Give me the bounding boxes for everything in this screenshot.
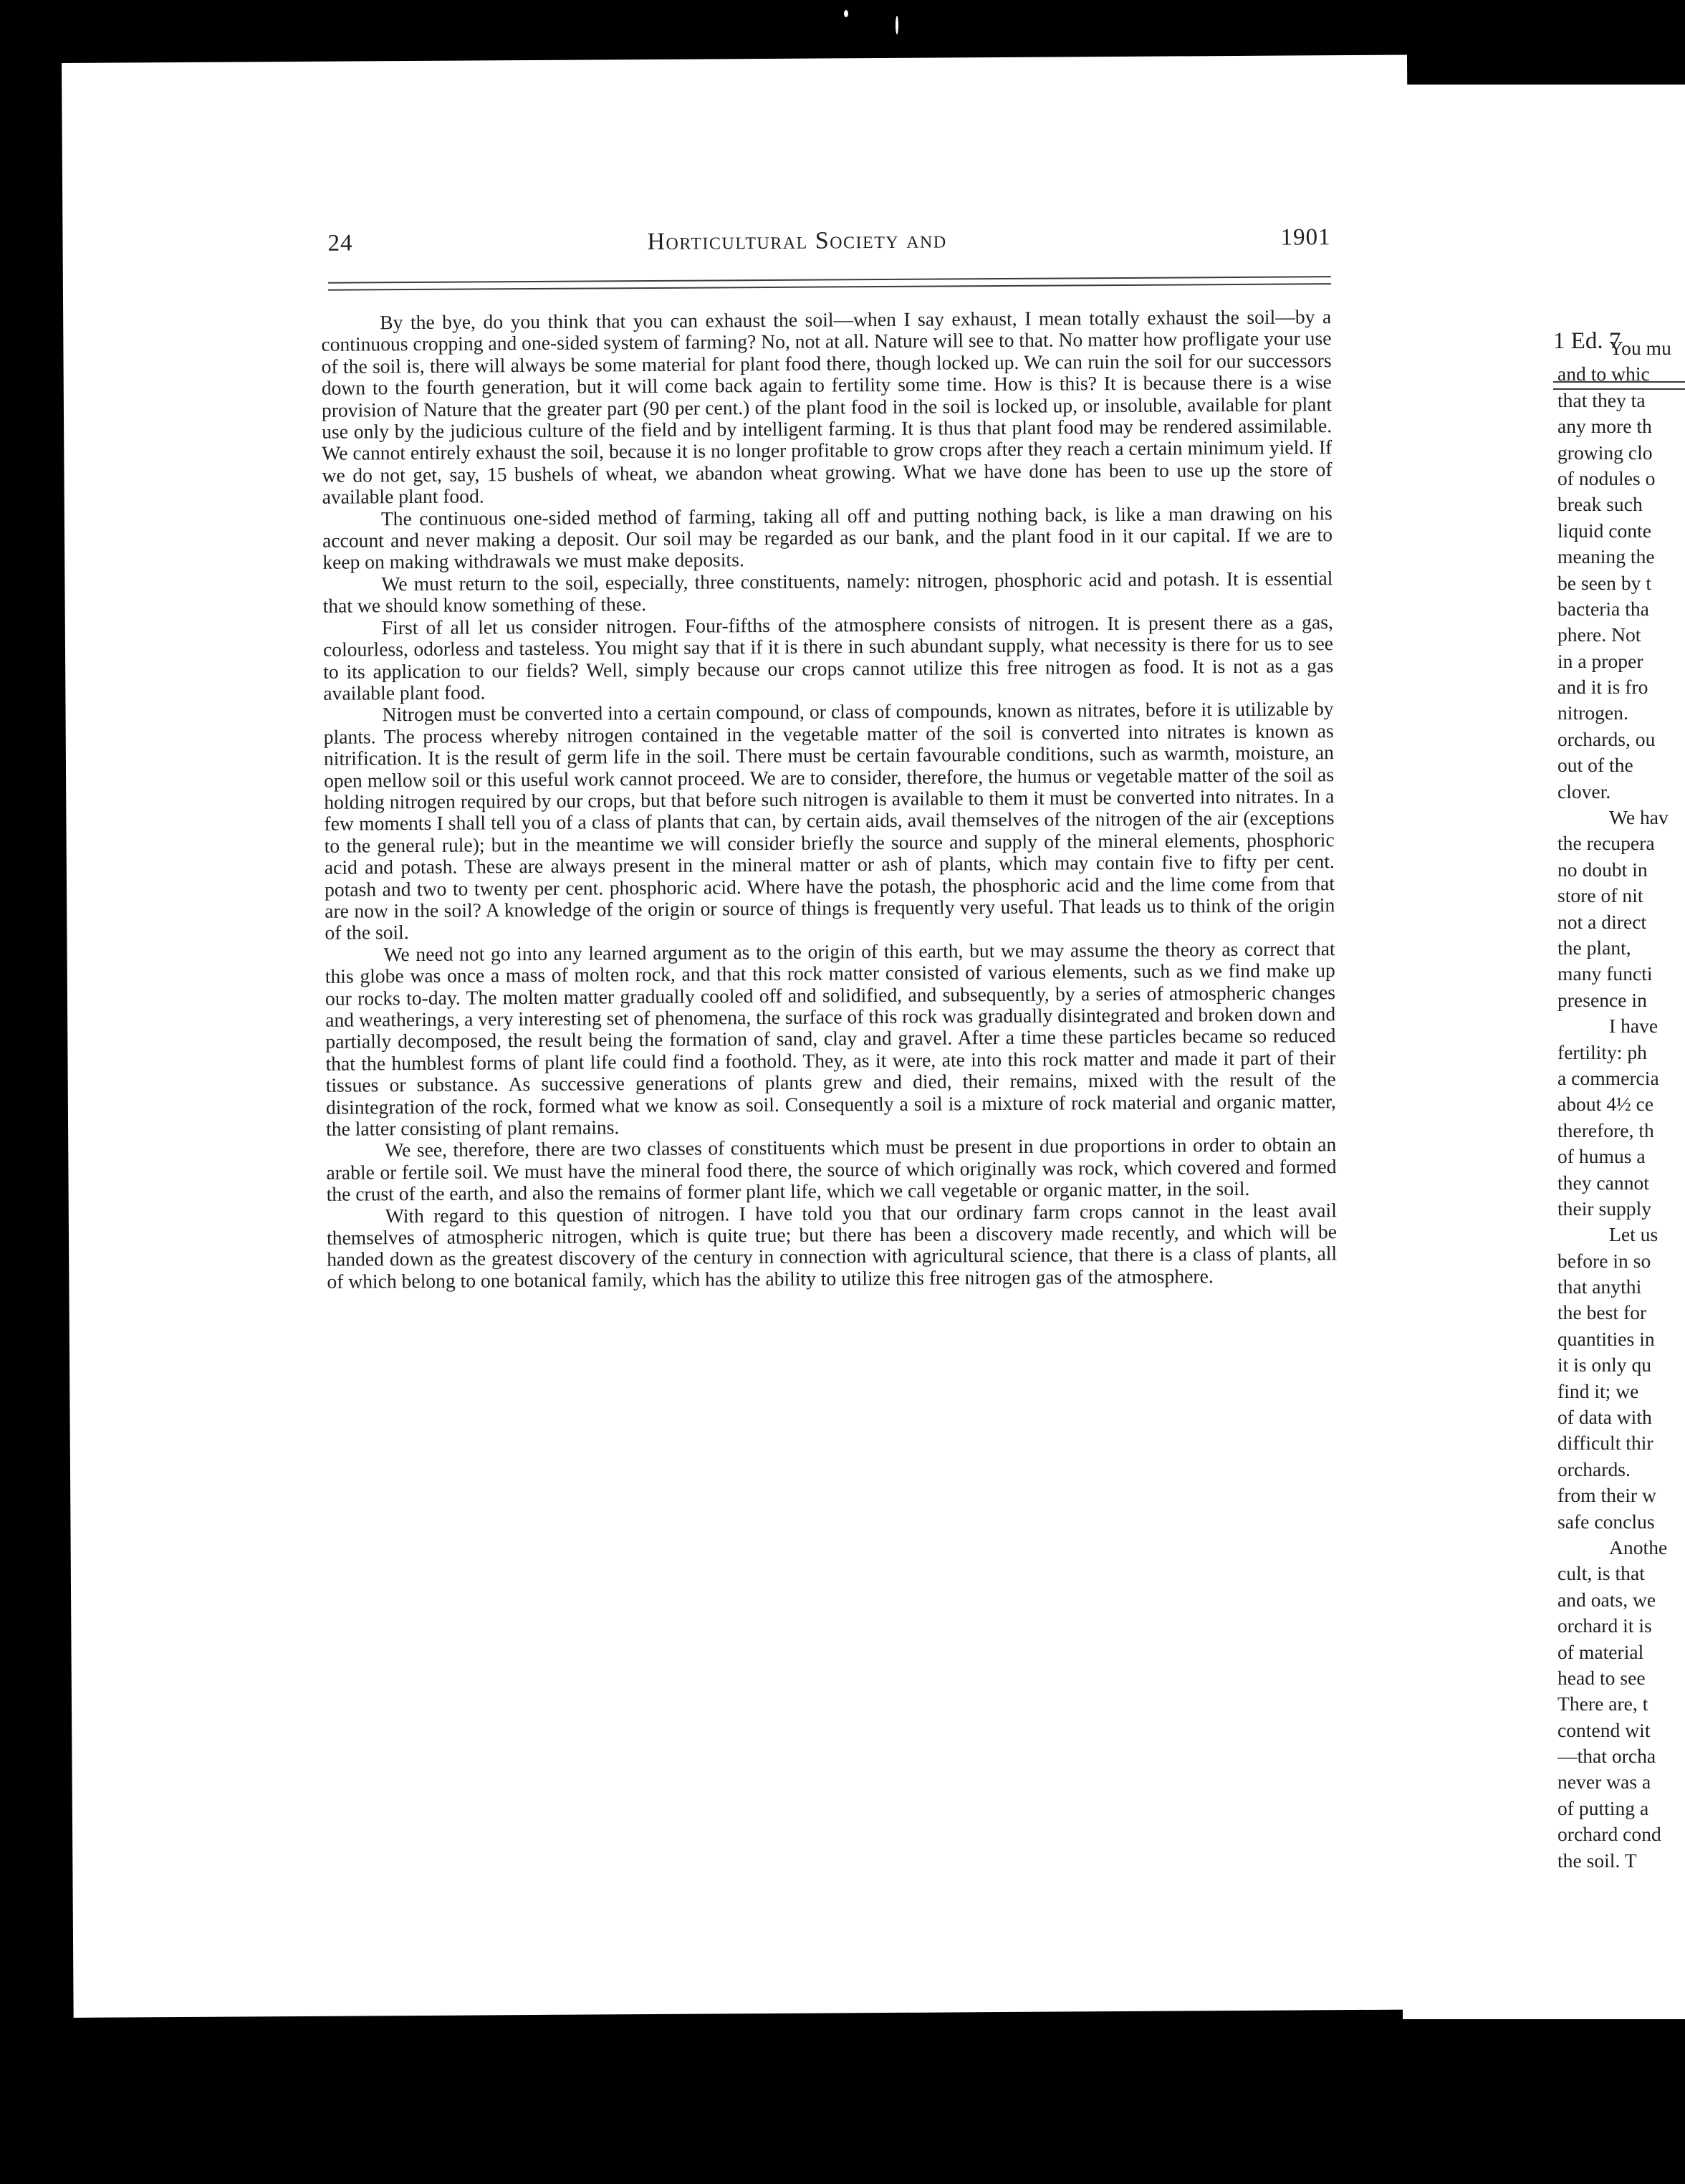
- right-page-line: clover.: [1557, 780, 1611, 803]
- right-page-line: Let us: [1609, 1223, 1658, 1246]
- right-page-line: the best for: [1557, 1301, 1647, 1324]
- right-page-line: any more th: [1557, 415, 1652, 438]
- paragraph: By the bye, do you think that you can exhaust the soil—when I say exhaust, I mean totally exhaust the soil—by a continuous cropping and one-sided system of farming? No, not at all. Nature will see to that. No matter how profligate your use of the soil is, there will always be some material for plant food there, though locked up. We can ruin the soil for our successors down to the fourth generation, but it will come back again to fertility some time. How is this? It is because there is a wise provision of Nature that the greater part (90 per cent.) of the plant food in the soil is locked up, or insoluble, available for plant use only by the judicious culture of the field and by intelligent farming. It is thus that plant food may be rendered assimilable. We cannot entirely exhaust the soil, because it is no longer profitable to grow crops after they reach a certain minimum yield. If we do not get, say, 15 bushels of wheat, we abandon wheat growing. What we have done has been to use up the store of available plant food.: [321, 305, 1333, 509]
- paragraph: Nitrogen must be converted into a certain compound, or class of compounds, known as nitrates, before it is utilizable by plants. The process whereby nitrogen contained in the vegetable matter of the soil is converted into nitrates is known as nitrification. It is the result of germ life in the soil. There must be certain favourable conditions, such as warmth, moisture, an open mellow soil or this useful work cannot proceed. We are to consider, therefore, the humus or vegetable matter of the soil as holding nitrogen required by our crops, but that before such nitrogen is available to them it must be converted into nitrates. In a few moments I shall tell you of a class of plants that can, by certain aids, avail themselves of the nitrogen of the air (exceptions to the general rule); but in the meantime we will consider briefly the source and supply of the mineral elements, phosphoric acid and potash. These are always present in the mineral matter or ash of plants, which may contain five to fifty per cent. potash and two to twenty per cent. phosphoric acid. Where have the potash, the phosphoric acid and the lime come from that are now in the soil? A knowledge of the origin or source of things is frequently very useful. That leads us to think of the origin of the soil.: [323, 697, 1335, 944]
- right-page-line: never was a: [1557, 1771, 1651, 1793]
- scan-speck: [896, 16, 898, 34]
- scan-speck: [844, 10, 848, 17]
- left-page: [62, 55, 1419, 2018]
- right-page-line: not a direct: [1557, 910, 1647, 933]
- right-page-line: out of the: [1557, 754, 1633, 777]
- right-running-header: 1 Ed. 7: [1553, 328, 1621, 354]
- right-page-line: of nodules o: [1557, 466, 1656, 489]
- right-page-line: and it is fro: [1557, 676, 1648, 699]
- right-page-line: the soil. T: [1557, 1849, 1637, 1872]
- paragraph: The continuous one-sided method of farming, taking all off and putting nothing back, is like a man drawing on his account and never making a deposit. Our soil may be regarded as our bank, and the plant food in it our capital. If we are to keep on making withdrawals we must make deposits.: [322, 501, 1333, 574]
- right-page-line: a commercia: [1557, 1066, 1659, 1089]
- right-page-line: many functi: [1557, 962, 1653, 985]
- paragraph: With regard to this question of nitrogen. I have told you that our ordinary farm crops cannot in the least avail themselves of atmospheric nitrogen, which is quite true; but there has been a discovery made recently, and which will be handed down as the greatest discovery of the century in connection with agricultural science, that there is a class of plants, all of which belong to one botanical family, which has the ability to utilize this free nitrogen gas of the atmosphere.: [326, 1198, 1338, 1293]
- right-page-line: that they ta: [1557, 388, 1646, 411]
- right-page-line: of material: [1557, 1640, 1644, 1663]
- right-page-line: store of nit: [1557, 884, 1643, 907]
- right-page-line: it is only qu: [1557, 1354, 1652, 1376]
- right-page-line: quantities in: [1557, 1327, 1655, 1350]
- right-page-line: no doubt in: [1557, 858, 1648, 881]
- right-page-line: liquid conte: [1557, 519, 1652, 542]
- right-page-text: [1557, 335, 1685, 1874]
- paragraph: First of all let us consider nitrogen. Four-fifths of the atmosphere consists of nitrogen. It is present there as a gas, colourless, odorless and tasteless. You might say that if it is there in such abundant supply, what necessity is there for us to see to its application to our fields? Well, simply because our crops cannot utilize this free nitrogen as food. It is not as a gas available plant food.: [322, 610, 1334, 704]
- right-page-line: difficult thir: [1557, 1432, 1653, 1455]
- right-page-line: presence in: [1557, 988, 1647, 1011]
- right-page-line: orchard cond: [1557, 1823, 1661, 1846]
- right-page-line: the recupera: [1557, 832, 1655, 855]
- right-page-line: of putting a: [1557, 1796, 1649, 1819]
- right-page-line: growing clo: [1557, 441, 1653, 464]
- right-page-line: and to whic: [1557, 363, 1650, 385]
- running-year: 1901: [1280, 224, 1331, 251]
- page-number: 24: [327, 230, 353, 257]
- running-header: [263, 224, 1330, 281]
- right-page-line: fertility: ph: [1557, 1040, 1647, 1063]
- right-page-line: they cannot: [1557, 1171, 1649, 1194]
- right-page-line: orchard it is: [1557, 1614, 1652, 1637]
- paragraph: We see, therefore, there are two classes of constituents which must be present in due proportions in order to obtain an arable or fertile soil. We must have the mineral food there, the source of which originally was rock, which covered and formed the crust of the earth, and also the remains of former plant life, which we call vegetable or organic matter, in the soil.: [326, 1133, 1337, 1206]
- right-page-line: of humus a: [1557, 1145, 1646, 1168]
- header-rule-bottom: [328, 283, 1331, 291]
- right-page-line: find it; we: [1557, 1379, 1639, 1402]
- right-page-line: nitrogen.: [1557, 701, 1628, 724]
- paragraph: We need not go into any learned argument as to the origin of this earth, but we may assume the theory as correct that this globe was once a mass of molten rock, and that this rock matter consisted of various elements, such as we find make up our rocks to-day. The molten matter gradually cooled off and solidified, and subsequently, by a series of atmospheric changes and weatherings, a very interesting set of phenomena, the surface of this rock was gradually disintegrated and broken down and partially decomposed, the result being the formation of sand, clay and gravel. After a time these particles became so reduced that the humblest forms of plant life could find a foothold. They, as it were, ate into this rock matter and made it part of their tissues or substance. As successive generations of plants grew and died, their remains, mixed with the result of the disintegration of the rock, formed what we know as soil. Consequently a soil is a mixture of rock material and organic matter, the latter consisting of plant remains.: [325, 937, 1336, 1140]
- right-page-line: about 4½ ce: [1557, 1093, 1654, 1116]
- right-page-line: phere. Not: [1557, 623, 1641, 646]
- right-page-line: and oats, we: [1557, 1588, 1656, 1611]
- right-page-line: —that orcha: [1557, 1745, 1656, 1768]
- right-page-line: from their w: [1557, 1484, 1656, 1507]
- right-page-line: therefore, th: [1557, 1119, 1654, 1141]
- running-title: Horticultural Society and: [647, 226, 947, 256]
- right-page-line: Anothe: [1609, 1536, 1668, 1558]
- right-page-line: meaning the: [1557, 545, 1655, 568]
- right-page-line: cult, is that: [1557, 1562, 1645, 1585]
- body-text: [321, 306, 1337, 1293]
- right-page-line: be seen by t: [1557, 571, 1652, 594]
- right-page-line: orchards, ou: [1557, 727, 1656, 750]
- right-page-line: break such: [1557, 493, 1643, 516]
- paragraph: We must return to the soil, especially, three constituents, namely: nitrogen, phosphoric acid and potash. It is essential that we should know something of these.: [322, 567, 1333, 618]
- right-page-line: There are, t: [1557, 1692, 1648, 1715]
- right-page-line: contend wit: [1557, 1718, 1651, 1741]
- right-page-line: You mu: [1609, 337, 1671, 359]
- right-page-line: the plant,: [1557, 936, 1631, 959]
- right-page-line: orchards.: [1557, 1457, 1631, 1480]
- right-page-line: in a proper: [1557, 649, 1643, 672]
- right-page-line: of data with: [1557, 1406, 1652, 1429]
- right-page-line: before in so: [1557, 1249, 1651, 1272]
- right-page-line: that anythi: [1557, 1275, 1642, 1298]
- right-page-line: We hav: [1609, 806, 1669, 829]
- right-page-line: safe conclus: [1557, 1510, 1655, 1533]
- right-page-line: head to see: [1557, 1666, 1646, 1689]
- right-page-line: bacteria tha: [1557, 597, 1649, 620]
- right-page-line: I have: [1609, 1015, 1658, 1038]
- right-page-line: their supply: [1557, 1197, 1652, 1220]
